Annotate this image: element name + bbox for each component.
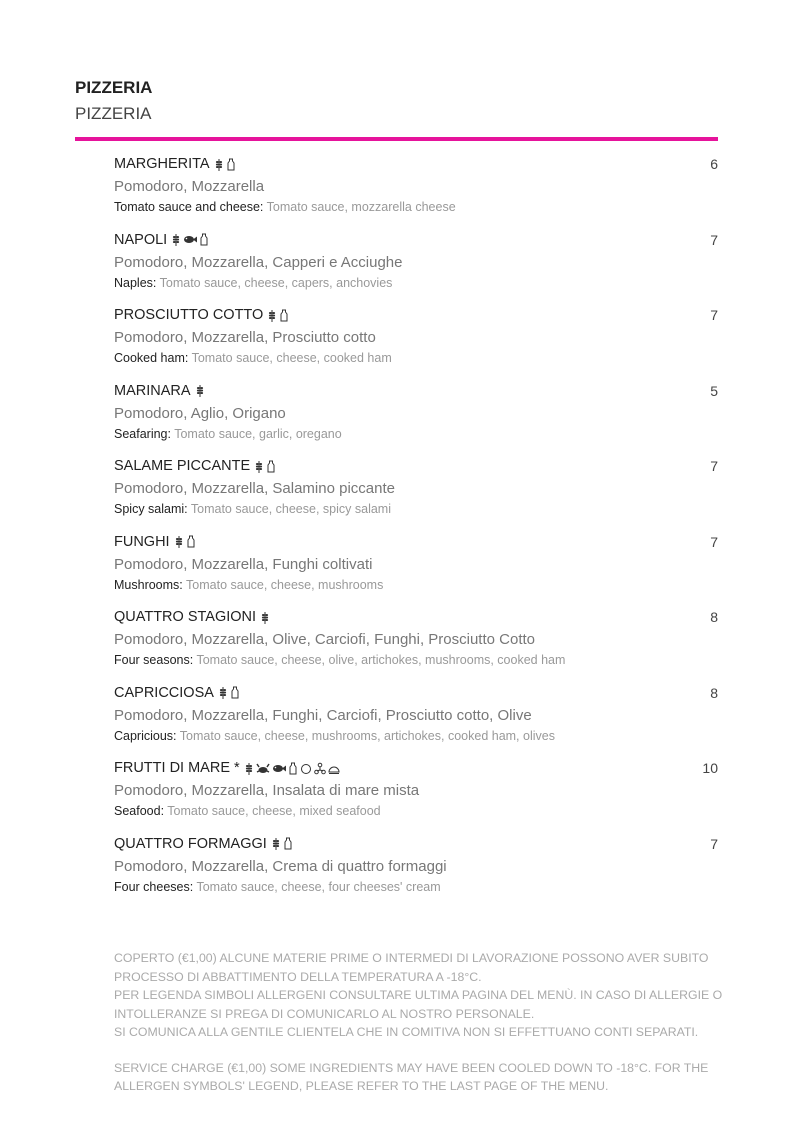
- menu-item: [114, 683, 718, 759]
- fish-icon: [272, 762, 286, 775]
- allergen-icons: [271, 837, 293, 850]
- item-description-en: [114, 652, 718, 669]
- item-description-en: [114, 350, 718, 367]
- item-description-en: [114, 426, 718, 443]
- wheat-icon: [171, 233, 181, 246]
- item-description-it: Pomodoro, Mozzarella, Olive, Carciofi, Funghi, Prosciutto Cotto: [114, 631, 536, 648]
- item-name-en: Cooked ham:: [114, 351, 189, 365]
- item-name: NAPOLI: [114, 231, 168, 248]
- item-description-en: [114, 728, 718, 745]
- item-ingredients-en: Tomato sauce, cheese, capers, anchovies: [159, 275, 393, 290]
- item-price: 8: [710, 609, 718, 625]
- item-ingredients-en: Tomato sauce, cheese, mixed seafood: [167, 804, 381, 818]
- item-name-row: [114, 758, 718, 778]
- allergen-icons: [267, 309, 289, 322]
- item-ingredients-en: Tomato sauce, cheese, four cheeses' cream: [196, 879, 441, 894]
- item-name: MARGHERITA: [114, 156, 210, 172]
- item-name-row: [114, 532, 718, 552]
- menu-item: [114, 230, 718, 306]
- milk-icon: [288, 762, 298, 775]
- item-description-it: Pomodoro, Mozzarella, Crema di quattro formaggi: [114, 857, 447, 875]
- item-description-en: [114, 501, 718, 518]
- item-name: CAPRICCIOSA: [114, 684, 214, 701]
- allergen-icons: [218, 686, 240, 699]
- item-name: SALAME PICCANTE: [114, 458, 251, 474]
- item-description-it: Pomodoro, Mozzarella, Prosciutto cotto: [114, 329, 376, 346]
- item-description-it: Pomodoro, Mozzarella: [114, 178, 265, 195]
- item-description-it: Pomodoro, Mozzarella, Capperi e Acciughe: [114, 253, 403, 271]
- menu-item: [114, 607, 718, 683]
- menu-item: [114, 381, 718, 457]
- wheat-icon: [244, 762, 254, 775]
- item-name-en: Seafood:: [114, 804, 165, 818]
- menu-item: [114, 834, 718, 910]
- item-name: QUATTRO FORMAGGI: [114, 835, 267, 852]
- item-name-row: [114, 154, 718, 174]
- wheat-icon: [260, 611, 270, 624]
- egg-icon: [300, 762, 312, 775]
- wheat-icon: [254, 460, 264, 473]
- item-price: 7: [710, 533, 718, 550]
- mollusc-icon: [328, 762, 340, 775]
- item-name-row: [114, 834, 718, 854]
- item-name: QUATTRO STAGIONI: [114, 609, 257, 625]
- item-price: 7: [710, 307, 718, 323]
- divider: [75, 137, 718, 141]
- crab-icon: [256, 762, 270, 775]
- item-name-row: [114, 683, 718, 703]
- milk-icon: [186, 535, 196, 548]
- footer-note-en: SERVICE CHARGE (€1,00) SOME INGREDIENTS MAY HAVE BEEN COOLED DOWN TO -18°C. FOR THE ALLERGEN SYMBOLS' LEGEND, PLEASE REFER TO THE LAST PAGE OF THE MENU.: [114, 1060, 709, 1093]
- item-name-en: Capricious:: [114, 728, 177, 743]
- section-subtitle: PIZZERIA: [75, 104, 152, 123]
- item-name-en: Mushrooms:: [114, 577, 183, 592]
- item-ingredients-en: Tomato sauce, cheese, mushrooms, artichokes, cooked ham, olives: [179, 728, 555, 743]
- wheat-icon: [214, 158, 224, 171]
- milk-icon: [199, 233, 209, 246]
- wheat-icon: [174, 535, 184, 548]
- footer-note: PER LEGENDA SIMBOLI ALLERGENI CONSULTARE ULTIMA PAGINA DEL MENÙ. IN CASO DI ALLERGIE O INTOLLERANZE SI PREGA DI COMUNICARLO AL NOSTRO PERSONALE.: [114, 988, 723, 1021]
- fish-icon: [183, 233, 197, 246]
- milk-icon: [279, 309, 289, 322]
- milk-icon: [283, 837, 293, 850]
- allergen-icons: [195, 384, 205, 397]
- item-description-it: Pomodoro, Mozzarella, Funghi coltivati: [114, 555, 373, 573]
- item-ingredients-en: Tomato sauce, cheese, cooked ham: [191, 351, 392, 365]
- allergen-icons: [214, 158, 236, 171]
- item-name-row: [114, 456, 718, 476]
- item-description-en: [114, 275, 718, 292]
- allergen-icons: [171, 233, 209, 246]
- allergen-icons: [174, 535, 196, 548]
- item-ingredients-en: Tomato sauce, cheese, mushrooms: [186, 577, 384, 592]
- item-price: 10: [702, 760, 718, 776]
- wheat-icon: [271, 837, 281, 850]
- wheat-icon: [218, 686, 228, 699]
- footer-note: COPERTO (€1,00) ALCUNE MATERIE PRIME O INTERMEDI DI LAVORAZIONE POSSONO AVER SUBITO PROCESSO DI ABBATTIMENTO DELLA TEMPERATURA A -18°C.: [114, 951, 709, 984]
- menu-list: [114, 154, 718, 909]
- item-name: PROSCIUTTO COTTO: [114, 307, 264, 323]
- item-name-row: [114, 607, 718, 627]
- item-description-it: Pomodoro, Mozzarella, Salamino piccante: [114, 480, 395, 497]
- item-price: 6: [710, 156, 718, 172]
- item-price: 5: [710, 382, 718, 399]
- item-description-en: [114, 803, 718, 820]
- menu-item: [114, 456, 718, 532]
- milk-icon: [266, 460, 276, 473]
- allergen-icons: [244, 762, 340, 775]
- item-price: 7: [710, 231, 718, 248]
- item-name-row: [114, 230, 718, 250]
- item-name: FUNGHI: [114, 533, 170, 550]
- item-name-en: Four cheeses:: [114, 879, 194, 894]
- item-name-row: [114, 381, 718, 401]
- item-ingredients-en: Tomato sauce, cheese, olive, artichokes, mushrooms, cooked ham: [196, 653, 566, 667]
- item-ingredients-en: Tomato sauce, garlic, oregano: [174, 426, 342, 441]
- section-title: PIZZERIA: [75, 78, 153, 97]
- item-description-it: Pomodoro, Aglio, Origano: [114, 404, 286, 422]
- item-name-en: Tomato sauce and cheese:: [114, 200, 264, 214]
- item-ingredients-en: Tomato sauce, mozzarella cheese: [266, 200, 456, 214]
- item-name: MARINARA: [114, 382, 191, 399]
- item-description-it: Pomodoro, Mozzarella, Funghi, Carciofi, Prosciutto cotto, Olive: [114, 706, 532, 724]
- item-name-en: Seafaring:: [114, 426, 171, 441]
- allergen-icons: [260, 611, 270, 624]
- wheat-icon: [195, 384, 205, 397]
- item-description-en: [114, 879, 718, 896]
- item-name-en: Spicy salami:: [114, 502, 188, 516]
- menu-item: [114, 305, 718, 381]
- wheat-icon: [267, 309, 277, 322]
- item-description-en: [114, 199, 718, 216]
- item-price: 7: [710, 835, 718, 852]
- item-name-en: Naples:: [114, 275, 157, 290]
- celery-icon: [314, 762, 326, 775]
- item-price: 8: [710, 684, 718, 701]
- item-description-en: [114, 577, 718, 594]
- footer-notes: [114, 949, 724, 1096]
- item-name-en: Four seasons:: [114, 653, 194, 667]
- menu-item: [114, 758, 718, 834]
- item-ingredients-en: Tomato sauce, cheese, spicy salami: [190, 502, 391, 516]
- item-description-it: Pomodoro, Mozzarella, Insalata di mare mista: [114, 782, 420, 799]
- footer-note: SI COMUNICA ALLA GENTILE CLIENTELA CHE IN COMITIVA NON SI EFFETTUANO CONTI SEPARATI.: [114, 1025, 699, 1039]
- menu-item: [114, 154, 718, 230]
- item-name: FRUTTI DI MARE *: [114, 760, 240, 776]
- milk-icon: [230, 686, 240, 699]
- menu-item: [114, 532, 718, 608]
- milk-icon: [226, 158, 236, 171]
- allergen-icons: [254, 460, 276, 473]
- item-price: 7: [710, 458, 718, 474]
- item-name-row: [114, 305, 718, 325]
